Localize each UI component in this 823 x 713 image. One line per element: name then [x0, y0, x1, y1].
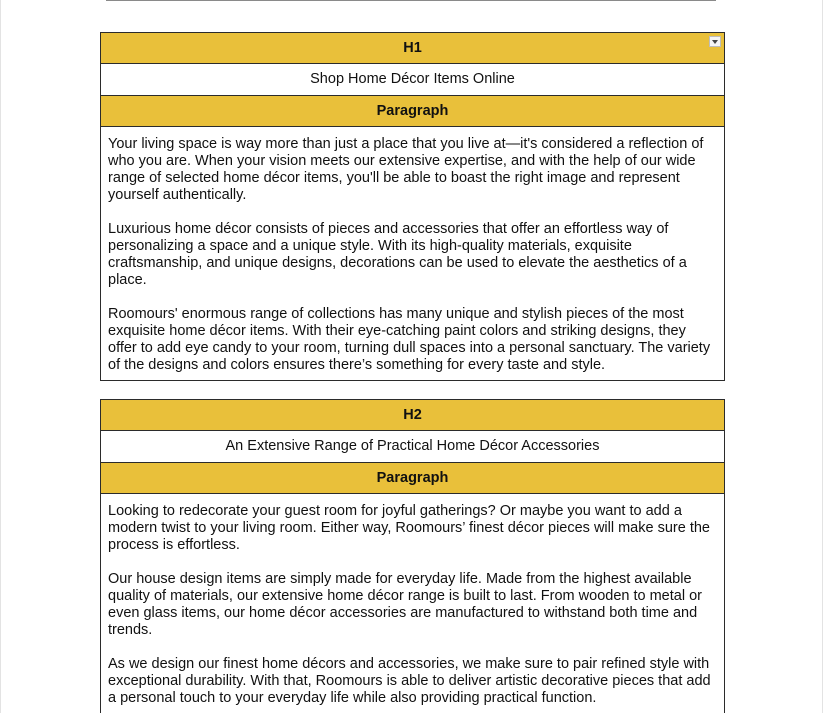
content-block-h1 — [100, 32, 725, 381]
paragraph: As we design our finest home décors and accessories, we make sure to pair refined style with exceptional durability. With that, Roomours is able to deliver artistic decorative pieces that add a personal touch to your everyday life while also providing practical function. — [108, 656, 711, 706]
heading-text: An Extensive Range of Practical Home Décor Accessories — [225, 438, 600, 454]
paragraph-content — [101, 127, 724, 374]
paragraph-label-header — [101, 463, 724, 494]
paragraph: Our house design items are simply made for everyday life. Made from the highest available quality of materials, our extensive home décor range is built to last. From wooden to metal or even glass items, our home décor accessories are manufactured to withstand both time and trends. — [108, 571, 702, 638]
top-divider — [106, 0, 716, 1]
paragraph-label: Paragraph — [376, 470, 449, 486]
tag-header-h2 — [101, 400, 724, 431]
paragraph: Looking to redecorate your guest room for joyful gatherings? Or maybe you want to add a modern twist to your living room. Either way, Roomours’ finest décor pieces will make sure the process is effortless. — [108, 503, 710, 553]
paragraph-content — [101, 494, 724, 707]
heading-text-row — [101, 64, 724, 96]
heading-text-row — [101, 431, 724, 463]
paragraph-label: Paragraph — [376, 103, 449, 119]
tag-header-h1 — [101, 33, 724, 64]
paragraph: Roomours' enormous range of collections has many unique and stylish pieces of the most exquisite home décor items. With their eye-catching paint colors and striking designs, they offer to add eye candy to your room, turning dull spaces into a personal sanctuary. The variety of the designs and colors ensures there’s something for every taste and style. — [108, 306, 711, 373]
paragraph-label-header — [101, 96, 724, 127]
content-block-h2 — [100, 399, 725, 713]
tag-label: H1 — [403, 40, 422, 56]
tag-label: H2 — [403, 407, 422, 423]
paragraph: Luxurious home décor consists of pieces and accessories that offer an effortless way of personalizing a space and a unique style. With its high-quality materials, exquisite craftsmanship, and unique designs, decorations can be used to elevate the aesthetics of a place. — [108, 221, 687, 288]
paragraph: Your living space is way more than just a place that you live at—it's considered a reflection of who you are. When your vision meets our extensive expertise, and with the help of our wide range of selected home décor items, you'll be able to boast the right image and represent yourself authentically. — [108, 136, 704, 203]
heading-text: Shop Home Décor Items Online — [310, 71, 515, 87]
chevron-down-icon[interactable] — [709, 36, 721, 47]
